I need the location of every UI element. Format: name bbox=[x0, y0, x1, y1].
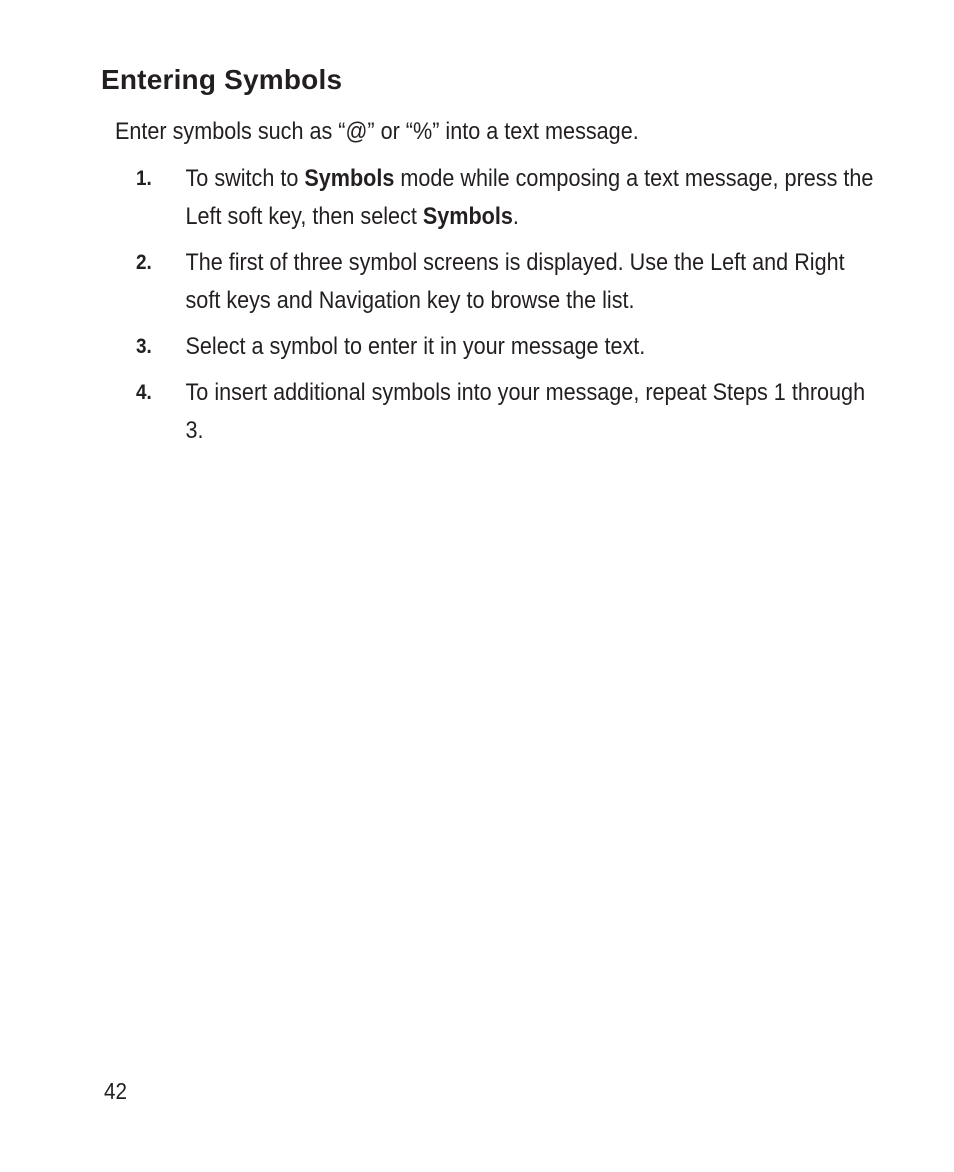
steps-list bbox=[136, 160, 874, 458]
step-text-part: To switch to bbox=[185, 165, 305, 192]
step-item bbox=[136, 328, 874, 366]
step-text-bold-part: Symbols bbox=[304, 165, 395, 192]
step-number: 1. bbox=[136, 167, 152, 190]
step-text bbox=[186, 374, 875, 450]
section-heading: Entering Symbols bbox=[101, 64, 343, 95]
step-number: 4. bbox=[136, 381, 152, 404]
step-item bbox=[136, 160, 874, 236]
step-text bbox=[186, 160, 875, 236]
step-text-bold-part: Symbols bbox=[422, 203, 513, 230]
step-item bbox=[136, 374, 874, 450]
step-text-part: Select a symbol to enter it in your message text. bbox=[185, 333, 646, 360]
step-number: 2. bbox=[136, 251, 152, 274]
step-text-part: . bbox=[512, 203, 519, 230]
step-text bbox=[186, 328, 875, 366]
step-text-part: The first of three symbol screens is displayed. Use the Left and Right soft keys and Navigation key to browse the list. bbox=[185, 249, 845, 314]
page-number: 42 bbox=[104, 1078, 128, 1104]
section-intro: Enter symbols such as “@” or “%” into a text message. bbox=[115, 118, 639, 145]
step-item bbox=[136, 244, 874, 320]
step-number: 3. bbox=[136, 335, 152, 358]
step-text-part: To insert additional symbols into your message, repeat Steps 1 through 3. bbox=[185, 379, 866, 444]
step-text bbox=[186, 244, 875, 320]
step-text-part: mode while composing a text message, press the Left soft key, then select bbox=[185, 165, 874, 230]
